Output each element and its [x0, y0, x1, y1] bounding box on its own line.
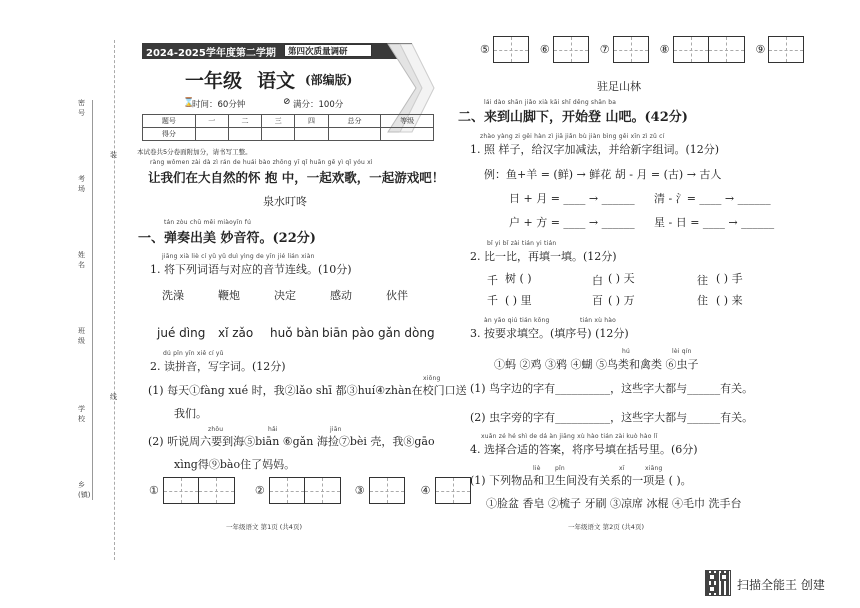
- score-table-cell: 三: [262, 115, 295, 128]
- syllable-item[interactable]: huǒ bàn: [270, 326, 319, 340]
- box-number: ⑧: [659, 43, 670, 56]
- score-table-cell: 二: [228, 115, 261, 128]
- score-cell-empty[interactable]: [228, 128, 261, 141]
- box-number: ⑤: [480, 43, 490, 56]
- q2-2-pinyin-over: jiān: [330, 426, 342, 433]
- intro-text: 让我们在大自然的怀 抱 中，一起欢歌，一起游戏吧！: [148, 170, 445, 185]
- section-title-mountain: 驻足山林: [597, 80, 641, 93]
- part2-pinyin: lái dào shān jiǎo xià kāi shǐ dēng shān ba: [484, 99, 617, 106]
- p2-q3-line2[interactable]: (2) 虫字旁的字有__________，这些字大都与______有关。: [470, 411, 754, 424]
- p2-q1-example: 例：鱼+羊 = (鲜) → 鲜花 胡 - 月 = (古) → 古人: [484, 168, 722, 181]
- header-note: 本试卷共5分卷面附加分，请书写工整。: [137, 148, 252, 156]
- title-edition: (部编版): [305, 73, 353, 87]
- compare-char: 住: [697, 294, 708, 307]
- word-item[interactable]: 洗澡: [162, 289, 184, 302]
- tianzige-box[interactable]: [768, 36, 804, 63]
- tianzige-pair[interactable]: [673, 36, 745, 63]
- p2-q3-text: 3. 按要求填空。(填序号) (12分): [470, 327, 629, 340]
- p2-q3-pinyin-left: àn yāo qiú tián kōng: [484, 317, 550, 324]
- seal-char-xian: 线: [110, 393, 117, 401]
- watermark-text: 扫描全能王 创建: [737, 578, 825, 592]
- p2-q1-row2-b[interactable]: 星 - 日 = ____ → ______: [654, 216, 775, 229]
- p2-q2-text: 2. 比一比，再填一填。(12分): [470, 250, 617, 263]
- tianzige-box[interactable]: [369, 477, 405, 504]
- clock-icon: ⊘: [283, 97, 291, 107]
- title-grade: 一年级: [185, 70, 243, 92]
- score-table-score-row: [143, 128, 434, 141]
- box-number: ⑦: [599, 43, 610, 56]
- score-table-cell: 四: [295, 115, 328, 128]
- p2-q1-pinyin: zhào yàng zi gěi hàn zì jiā jiǎn bù jiàn bìng gěi xīn zì zǔ cí: [480, 133, 665, 140]
- part1-heading: 一、弹奏出美 妙音符。(22分): [138, 231, 316, 246]
- binding-line: [92, 100, 93, 500]
- compare-blank[interactable]: ( ) 天: [608, 272, 635, 285]
- q2-2-pinyin-over: hǎi: [268, 426, 278, 433]
- syllable-item[interactable]: gǎn dòng: [378, 326, 435, 340]
- compare-blank[interactable]: ( ) 手: [716, 272, 743, 285]
- word-item[interactable]: 鞭炮: [218, 289, 240, 302]
- seal-char-zhuang: 装: [110, 151, 117, 159]
- box-number: ④: [420, 484, 431, 497]
- tianzige-box[interactable]: [613, 36, 649, 63]
- p2-q3-pinyin-right: tián xù hào: [580, 317, 617, 324]
- banner-year: 2024-2025学年度第二学期: [146, 48, 276, 59]
- p2-q1-row1-b[interactable]: 清 - 氵= ____ → ______: [654, 192, 771, 205]
- syllable-item[interactable]: jué dìng: [157, 326, 206, 340]
- score-table-header-row: [143, 115, 434, 128]
- qr-code-icon: [705, 570, 731, 596]
- compare-blank[interactable]: ( ) 万: [608, 294, 635, 307]
- label-exam-room: 考场: [78, 175, 85, 193]
- q1-text: 1. 将下列词语与对应的音节连线。(10分): [150, 263, 352, 276]
- label-school: 学校: [78, 405, 85, 423]
- score-cell-empty[interactable]: [381, 128, 434, 141]
- part2-heading: 二、来到山脚下，开始登 山吧。(42分): [458, 110, 688, 125]
- score-cell-empty[interactable]: [295, 128, 328, 141]
- p2-q4-1-options: ①脸盆 香皂 ②梳子 牙刷 ③凉席 冰棍 ④毛巾 洗手台: [486, 497, 742, 510]
- score-cell-empty[interactable]: [195, 128, 228, 141]
- compare-blank[interactable]: ( ) 来: [716, 294, 743, 307]
- title-subject: 语文: [257, 70, 296, 92]
- box-number: ⑨: [755, 43, 766, 56]
- score-table-cell: 题号: [143, 115, 196, 128]
- word-item[interactable]: 决定: [274, 289, 296, 302]
- compare-char: 白: [592, 274, 603, 287]
- tianzige-box[interactable]: [435, 477, 471, 504]
- answer-grid-row-left: [149, 477, 471, 504]
- label-name: 姓名: [78, 251, 85, 269]
- tianzige-box[interactable]: [493, 36, 529, 63]
- q2-2-line2: xìng得⑨bào住了妈妈。: [174, 458, 296, 471]
- p2-q4-pinyin-over: liè: [533, 465, 541, 472]
- box-number: ②: [254, 484, 265, 497]
- syllable-item[interactable]: biān pào: [322, 326, 375, 340]
- q2-1-pinyin-over: xiōng: [423, 375, 441, 382]
- box-number: ③: [354, 484, 365, 497]
- score-row-label: 得分: [143, 128, 196, 141]
- label-township: 乡(镇): [78, 481, 91, 499]
- compare-char: 千: [487, 294, 498, 307]
- q2-1-line1: (1) 每天①fàng xué 时，我②lǎo shī 都③huí④zhàn在校门口送: [148, 384, 467, 397]
- word-item[interactable]: 感动: [330, 289, 352, 302]
- word-item[interactable]: 伙伴: [386, 289, 408, 302]
- p2-q1-row2-a[interactable]: 户 + 方 = ____ → ______: [509, 216, 635, 229]
- score-table-cell: 等级: [381, 115, 434, 128]
- compare-char: 千: [487, 274, 498, 287]
- score-cell-empty[interactable]: [262, 128, 295, 141]
- score-label: 满分：100分: [293, 100, 344, 110]
- syllable-item[interactable]: xǐ zǎo: [218, 326, 254, 340]
- q1-pinyin: jiāng xià liè cí yǔ yǔ duì yìng de yīn jié lián xiàn: [162, 253, 315, 260]
- banner-test: 第四次质量调研: [288, 47, 348, 57]
- intro-pinyin: ràng wǒmen zài dà zì rán de huái bào zhōng yī qǐ huān gē yì qǐ yóu xì: [150, 159, 373, 166]
- compare-char: 百: [592, 294, 603, 307]
- p2-q1-row1-a[interactable]: 日 + 月 = ____ → ______: [509, 192, 635, 205]
- score-cell-empty[interactable]: [328, 128, 381, 141]
- hourglass-icon: ⌛: [183, 98, 195, 108]
- q2-pinyin: dú pīn yīn xiě cí yǔ: [163, 350, 224, 357]
- p2-q4-1[interactable]: (1) 下列物品和卫生间没有关系的一项是 ( )。: [470, 474, 692, 487]
- label-seat-no: 密号: [78, 99, 85, 117]
- p2-q4-pinyin-over: pǐn: [555, 465, 565, 472]
- part1-pinyin: tán zòu chū měi miàoyīn fú: [164, 219, 252, 226]
- p2-q1-text: 1. 照 样子，给汉字加减法，并给新字组词。(12分): [470, 143, 720, 156]
- p2-q4-pinyin: xuǎn zé hé shì de dá àn jiāng xù hào tián zài kuò hào lǐ: [481, 433, 658, 440]
- label-class: 班级: [78, 327, 85, 345]
- q2-2-line1: (2) 听说周六要到海⑤biān ⑥gǎn 海捡⑦bèi 壳，我⑧gāo: [148, 435, 435, 448]
- compare-blank[interactable]: ( ) 里: [505, 294, 532, 307]
- p2-q4-text: 4. 选择合适的答案，将序号填在括号里。(6分): [470, 443, 698, 456]
- seal-dash-line: [114, 40, 115, 560]
- q2-text: 2. 读拼音，写字词。(12分): [150, 360, 286, 373]
- p2-q3-line1[interactable]: (1) 鸟字边的字有__________，这些字大都与______有关。: [470, 382, 754, 395]
- score-table: [142, 114, 434, 141]
- tianzige-pair[interactable]: [163, 477, 235, 504]
- q2-1-line2: 我们。: [174, 407, 207, 420]
- footer-left: 一年级语文 第1页 (共4页): [226, 523, 302, 531]
- score-table-cell: 一: [195, 115, 228, 128]
- compare-blank[interactable]: 树 ( ): [505, 272, 532, 285]
- tianzige-box[interactable]: [553, 36, 589, 63]
- p2-q4-pinyin-over: xī: [619, 465, 625, 472]
- p2-q3-pinyin-over: hú: [622, 348, 631, 355]
- time-label: 时间：60分钟: [192, 100, 246, 110]
- q2-2-pinyin-over: zhōu: [208, 426, 224, 433]
- box-number: ⑥: [539, 43, 550, 56]
- score-table-cell: 总分: [328, 115, 381, 128]
- p2-q3-options: ①蚂 ②鸡 ③鸦 ④蝴 ⑤鸟类和禽类 ⑥虫子: [494, 358, 699, 371]
- box-number: ①: [149, 484, 159, 497]
- answer-grid-row-right: [480, 36, 804, 63]
- section-title-spring: 泉水叮咚: [263, 195, 307, 208]
- compare-char: 往: [697, 274, 708, 287]
- p2-q3-pinyin-over: lèi qín: [672, 348, 692, 355]
- p2-q2-pinyin: bǐ yi bǐ zài tián yi tián: [487, 240, 557, 247]
- p2-q4-pinyin-over: xiāng: [645, 465, 663, 472]
- tianzige-pair[interactable]: [269, 477, 341, 504]
- footer-right: 一年级语文 第2页 (共4页): [568, 523, 644, 531]
